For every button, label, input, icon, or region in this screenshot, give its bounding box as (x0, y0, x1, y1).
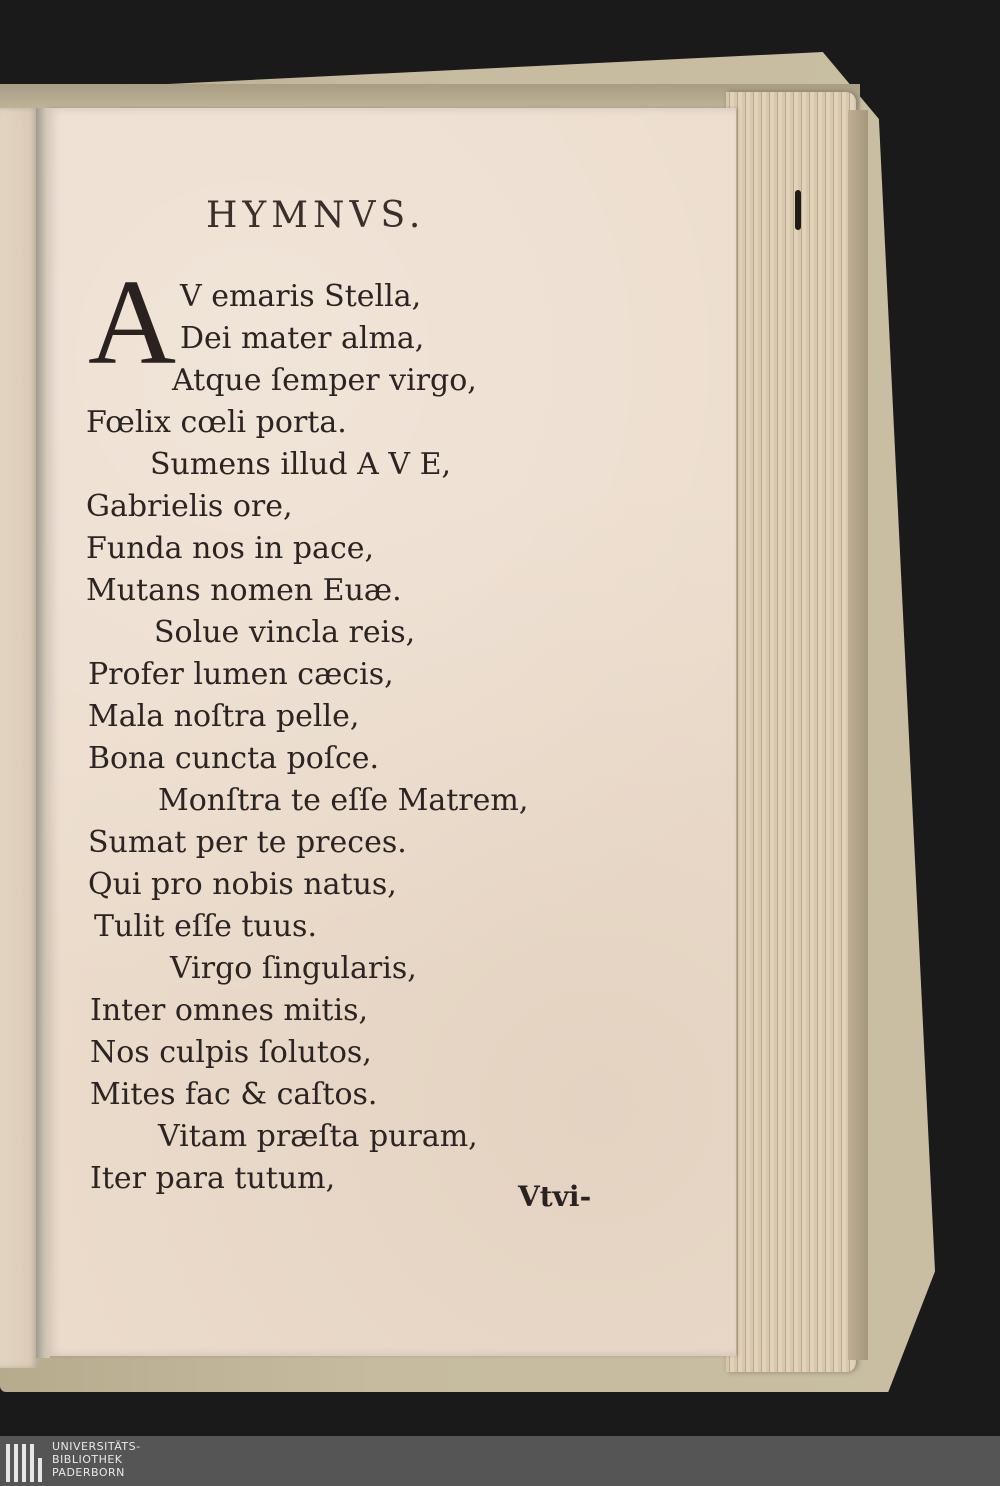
page-title: HYMNVS. (206, 195, 426, 236)
hymn-line: Sumat per te preces. (88, 825, 407, 860)
hymn-line: Dei mater alma, (180, 321, 425, 356)
hymn-line: Mutans nomen Euæ. (86, 573, 402, 608)
hymn-line: Tulit eſſe tuus. (94, 909, 317, 944)
hymn-line: Bona cuncta poſce. (88, 741, 380, 776)
hymn-line: Funda nos in pace, (86, 531, 375, 566)
hymn-line: Mites fac & caſtos. (90, 1077, 378, 1112)
hymn-line: Mala noſtra pelle, (88, 699, 360, 734)
hymn-line: Profer lumen cæcis, (88, 657, 394, 692)
library-name (52, 1440, 141, 1479)
hymn-line: Sumens illud A V E, (150, 447, 452, 482)
drop-initial: A (88, 255, 177, 390)
hymn-line: Fœlix cœli porta. (86, 405, 347, 440)
library-logo-icon (6, 1440, 44, 1482)
hymn-line: Monſtra te eſſe Matrem, (158, 783, 529, 818)
hymn-line: V emaris Stella, (180, 279, 422, 314)
library-line-2: BIBLIOTHEK (52, 1453, 123, 1466)
page-marker (795, 190, 801, 230)
catchword: Vtvi- (518, 1180, 592, 1213)
library-line-1: UNIVERSITÄTS- (52, 1440, 141, 1453)
hymn-line: Inter omnes mitis, (90, 993, 368, 1028)
hymn-line: Atque ſemper virgo, (172, 363, 477, 398)
left-page-fragment (0, 108, 38, 1368)
hymn-line: Nos culpis ſolutos, (90, 1035, 372, 1070)
hymn-line: Virgo ſingularis, (170, 951, 417, 986)
hymn-line: Vitam præſta puram, (158, 1119, 478, 1154)
hymn-line: Gabrielis ore, (86, 489, 293, 524)
hymn-line: Qui pro nobis natus, (88, 867, 397, 902)
library-banner (0, 1436, 1000, 1486)
hymn-line: Iter para tutum, (90, 1161, 336, 1196)
page-stack-edge (848, 110, 868, 1360)
page-stack (726, 92, 856, 1372)
hymn-line: Solue vincla reis, (154, 615, 416, 650)
library-line-3: PADERBORN (52, 1466, 125, 1479)
